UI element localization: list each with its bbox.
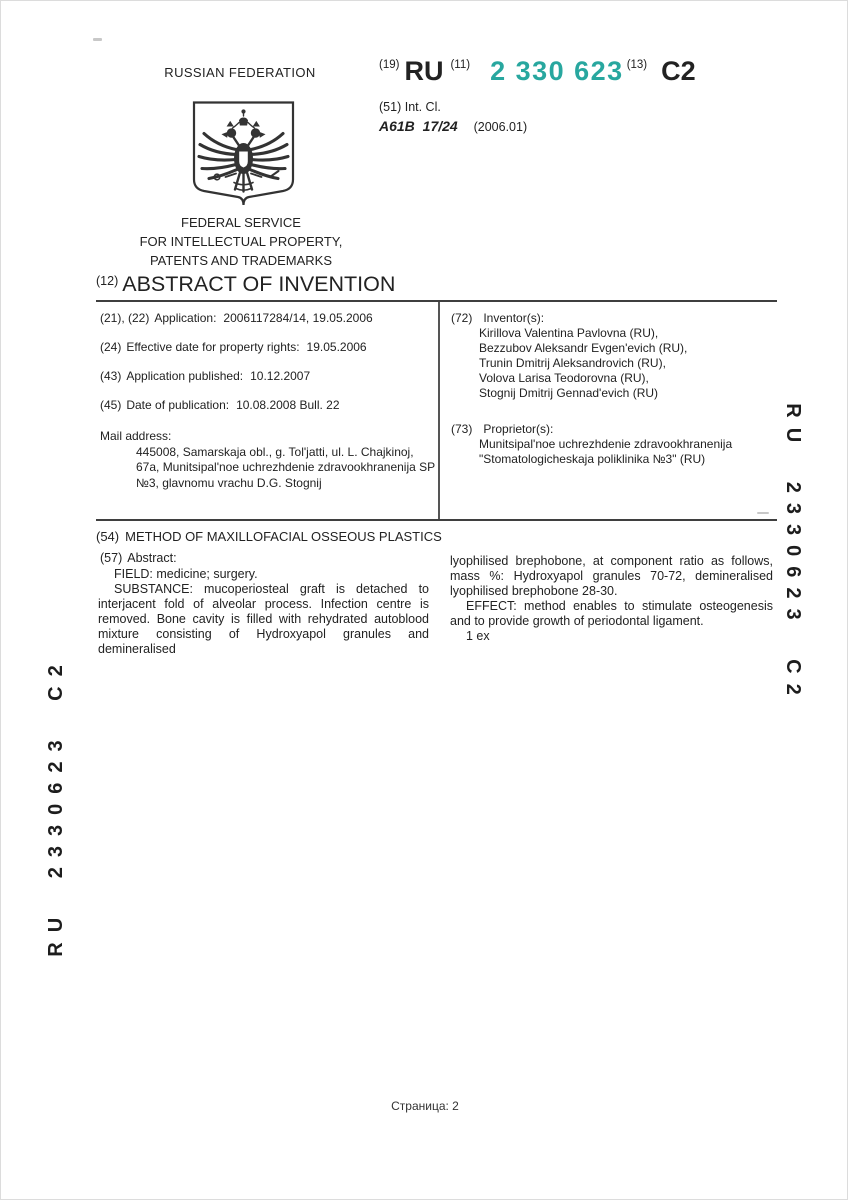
bibliographic-fields: [100, 311, 430, 427]
abstract-label: Abstract:: [127, 551, 177, 565]
inid-code: (45): [100, 398, 122, 412]
double-headed-eagle-icon: [187, 99, 300, 212]
abstract-column-left: [98, 567, 429, 657]
sidebar-patent-id-right: RU 2330623 C2: [782, 403, 804, 705]
inid-code-54: (54): [96, 529, 120, 544]
divider-bottom: [96, 519, 777, 521]
inid-code-51: (51): [379, 100, 402, 114]
publication-number: 2 330 623: [490, 56, 624, 86]
inventors-heading: [451, 311, 776, 326]
invention-title: METHOD OF MAXILLOFACIAL OSSEOUS PLASTICS: [125, 529, 442, 544]
inventor-name: Volova Larisa Teodorovna (RU),: [479, 371, 649, 385]
country-label: RUSSIAN FEDERATION: [164, 65, 316, 80]
proprietor-line: "Stomatologicheskaja poliklinika №3" (RU): [479, 452, 706, 466]
mail-address-label: Mail address:: [100, 429, 172, 443]
field-value: 10.08.2008 Bull. 22: [236, 398, 340, 412]
inid-code-11: (11): [450, 59, 471, 71]
abstract-column-right: [450, 554, 773, 644]
inid-code-72: (72): [451, 311, 473, 325]
sidebar-patent-id-left: RU 2330623 C2: [45, 655, 67, 957]
publication-number-row: [379, 57, 696, 87]
abstract-paragraph-examples: 1 ex: [466, 629, 490, 643]
scan-artifact: [757, 512, 769, 514]
inid-code-13: (13): [626, 59, 648, 71]
proprietors-heading: [451, 422, 776, 437]
inid-code: (43): [100, 369, 122, 383]
field-value: 10.12.2007: [250, 369, 311, 383]
authority-line: FOR INTELLECTUAL PROPERTY,: [139, 234, 343, 249]
inid-code-19: (19): [379, 59, 400, 71]
mail-address-value: 445008, Samarskaja obl., g. Tol'jatti, ul. L. Chajkinoj, 67a, Munitsipal'noe uchrezhdenie zdravookhranenija SP №3, glavnomu vrachu D.G. Stognij: [136, 444, 435, 490]
inid-code-57: (57): [100, 551, 123, 565]
inventors-list: [479, 326, 776, 401]
page-title: ABSTRACT OF INVENTION: [122, 272, 396, 296]
divider-top: [96, 300, 777, 302]
column-divider: [438, 302, 440, 519]
mail-address-block: [100, 429, 435, 491]
abstract-paragraph-effect: EFFECT: method enables to stimulate osteogenesis and to provide growth of periodontal ligament.: [450, 599, 773, 628]
kind-code: C2: [661, 56, 696, 86]
abstract-paragraph-field: FIELD: medicine; surgery.: [114, 567, 258, 581]
abstract-paragraph-continuation: lyophilised brephobone, at component ratio as follows, mass %: Hydroxyapol granules 70-72, demineralised lyophilised brephobone 28-30.: [450, 554, 773, 598]
field-row-application: [100, 311, 430, 326]
inventor-name: Bezzubov Aleksandr Evgen'evich (RU),: [479, 341, 688, 355]
abstract-paragraph-substance: SUBSTANCE: mucoperiosteal graft is detached to interjacent fold of alveolar process. Infection centre is removed. Bone cavity is filled with rehydrated autoblood mixture consisting of Hydroxyapol granules and demineralised: [98, 582, 429, 656]
authority-line: PATENTS AND TRADEMARKS: [149, 253, 333, 268]
abstract-heading: [100, 551, 177, 565]
ipc-classification: A61B 17/24: [379, 118, 458, 134]
inventors-label: Inventor(s):: [483, 311, 545, 325]
inventor-name: Trunin Dmitrij Aleksandrovich (RU),: [479, 356, 666, 370]
inventor-name: Kirillova Valentina Pavlovna (RU),: [479, 326, 659, 340]
field-label: Application published:: [126, 369, 244, 383]
page-number-label: Страница: 2: [391, 1099, 459, 1113]
inid-code: (24): [100, 340, 122, 354]
proprietors-list: [479, 437, 776, 467]
proprietor-line: Munitsipal'noe uchrezhdenie zdravookhranenija: [479, 437, 733, 451]
authority-line: FEDERAL SERVICE: [181, 215, 301, 230]
inid-code: (21), (22): [100, 311, 150, 325]
scan-artifact: [93, 38, 102, 41]
proprietors-label: Proprietor(s):: [483, 422, 554, 436]
document-kind-heading: [96, 272, 395, 297]
authority-name: [101, 213, 381, 270]
inventor-name: Stognij Dmitrij Gennad'evich (RU): [479, 386, 659, 400]
field-value: 19.05.2006: [306, 340, 367, 354]
inid-code-12: (12): [96, 274, 119, 288]
field-value: 2006117284/14, 19.05.2006: [223, 311, 373, 325]
ipc-classification-row: [379, 118, 527, 134]
field-row-effective-date: [100, 340, 430, 355]
invention-title-row: [96, 529, 442, 544]
ipc-header: [379, 100, 441, 114]
ipc-label: Int. Cl.: [404, 100, 441, 114]
field-row-publication-date: [100, 398, 430, 413]
field-label: Application:: [154, 311, 217, 325]
field-label: Date of publication:: [126, 398, 230, 412]
field-label: Effective date for property rights:: [126, 340, 300, 354]
parties-column: [451, 311, 776, 467]
coat-of-arms: [187, 99, 300, 212]
field-row-published: [100, 369, 430, 384]
country-code: RU: [404, 56, 444, 86]
ipc-version: (2006.01): [473, 120, 528, 134]
inid-code-73: (73): [451, 422, 473, 436]
